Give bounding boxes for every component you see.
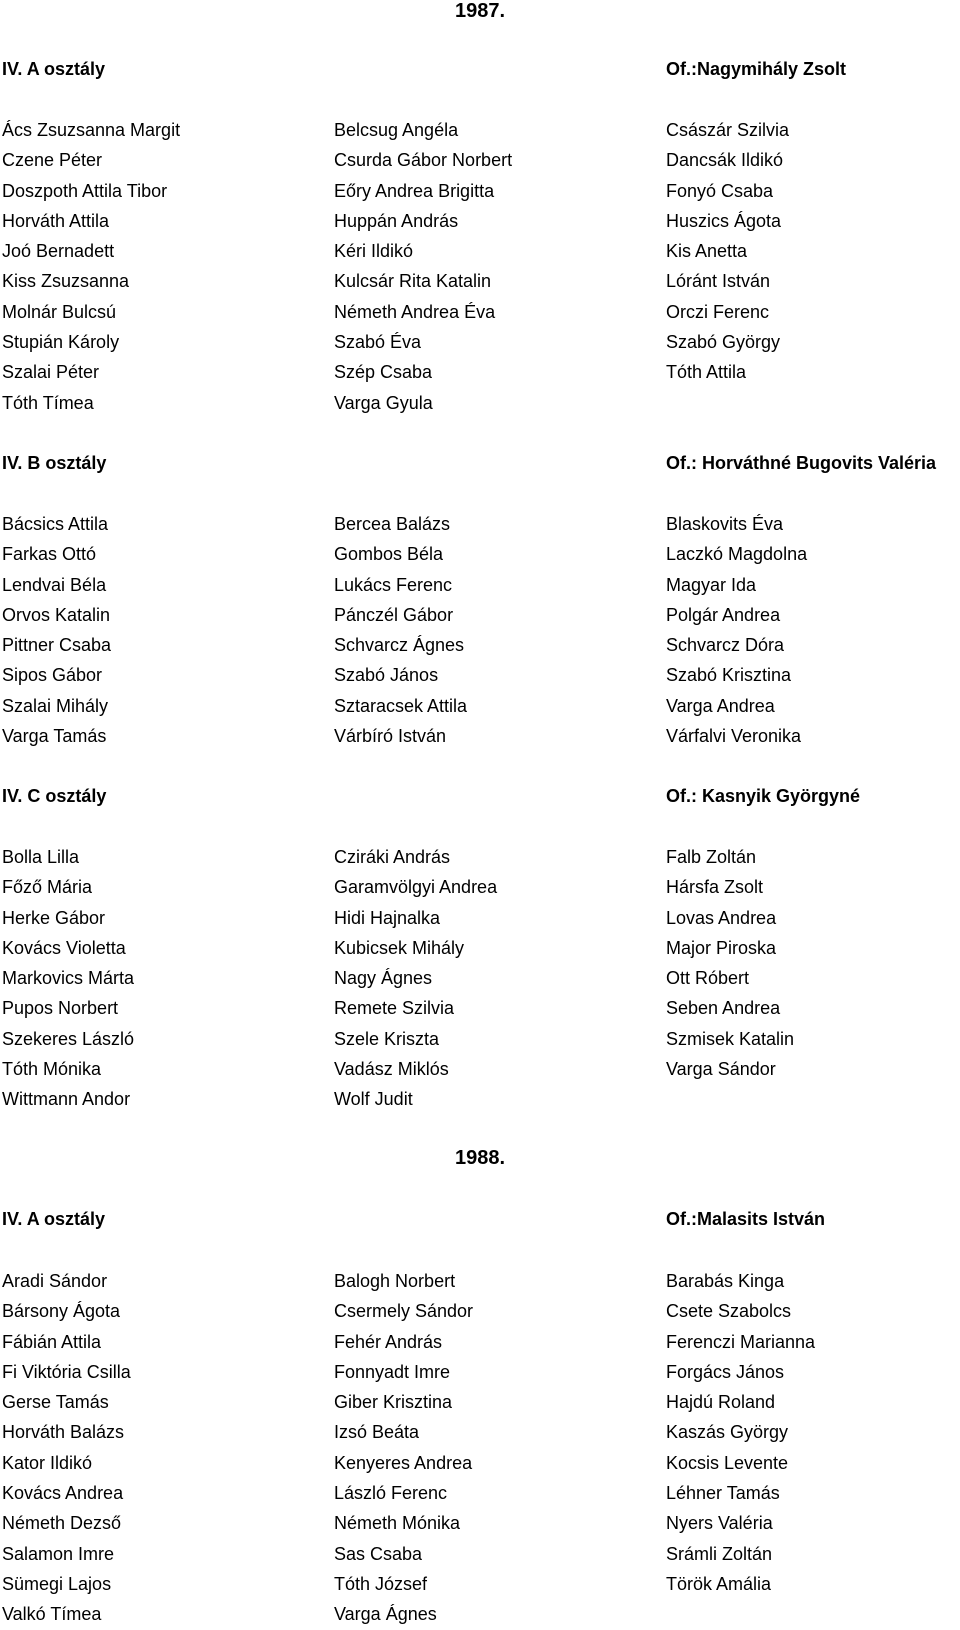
student-name: Belcsug Angéla <box>334 120 459 140</box>
name-column <box>2 842 332 1115</box>
student-name: Gerse Tamás <box>2 1392 109 1413</box>
student-name: Kocsis Levente <box>666 1452 789 1473</box>
student-name: Huszics Ágota <box>666 210 782 231</box>
student-name: Varga Sándor <box>666 1059 776 1080</box>
student-name: Szalai Péter <box>2 362 100 383</box>
name-column <box>2 1266 332 1630</box>
student-name: Tóth Mónika <box>2 1059 102 1080</box>
student-name: Hajdú Roland <box>666 1392 776 1413</box>
student-name: Bercea Balázs <box>334 514 451 534</box>
student-name: Fábián Attila <box>2 1331 102 1352</box>
student-name: Kaszás György <box>666 1422 789 1443</box>
student-name: Schvarcz Ágnes <box>334 635 465 656</box>
student-name: Seben Andrea <box>666 998 781 1019</box>
student-name: Szabó János <box>334 665 439 686</box>
student-name: Falb Zoltán <box>666 847 757 867</box>
class-label: IV. C osztály <box>2 786 107 806</box>
name-column <box>666 842 960 1084</box>
student-name: Varga Gyula <box>334 392 433 413</box>
student-name: Bársony Ágota <box>2 1301 121 1322</box>
student-name: Polgár Andrea <box>666 604 781 625</box>
student-name: Valkó Tímea <box>2 1604 102 1625</box>
name-column <box>2 115 332 418</box>
student-name: Varga Ágnes <box>334 1604 437 1625</box>
student-name: Forgács János <box>666 1361 785 1382</box>
student-name: Vadász Miklós <box>334 1059 449 1080</box>
student-name: Császár Szilvia <box>666 120 790 140</box>
student-name: Kovács Andrea <box>2 1483 124 1504</box>
student-name: Pittner Csaba <box>2 635 112 656</box>
student-name: Varga Tamás <box>2 726 107 747</box>
student-name: Orczi Ferenc <box>666 301 770 322</box>
name-column <box>2 509 332 751</box>
student-name: Németh Dezső <box>2 1513 122 1534</box>
student-name: Szabó György <box>666 332 781 353</box>
student-name: Várfalvi Veronika <box>666 726 802 747</box>
student-name: Srámli Zoltán <box>666 1543 773 1564</box>
student-name: Schvarcz Dóra <box>666 635 785 656</box>
student-name: Szalai Mihály <box>2 695 109 716</box>
student-name: Dancsák Ildikó <box>666 150 784 171</box>
student-name: Főző Mária <box>2 877 93 898</box>
student-name: Czene Péter <box>2 150 103 171</box>
student-name: Tóth Tímea <box>2 392 94 413</box>
student-name: Izsó Beáta <box>334 1422 420 1443</box>
student-name: Gombos Béla <box>334 544 444 565</box>
student-name: Eőry Andrea Brigitta <box>334 180 495 201</box>
student-name: Farkas Ottó <box>2 544 97 565</box>
student-name: Török Amália <box>666 1573 772 1594</box>
student-name: Hidi Hajnalka <box>334 907 441 928</box>
student-name: Sztaracsek Attila <box>334 695 468 716</box>
student-name: Kulcsár Rita Katalin <box>334 271 492 292</box>
student-name: Németh Andrea Éva <box>334 301 496 322</box>
student-name: Joó Bernadett <box>2 241 115 262</box>
class-label: IV. A osztály <box>2 59 106 79</box>
student-name: László Ferenc <box>334 1483 448 1504</box>
name-column <box>666 1266 960 1599</box>
student-name: Fi Viktória Csilla <box>2 1361 131 1382</box>
student-name: Blaskovits Éva <box>666 514 784 534</box>
student-name: Lukács Ferenc <box>334 574 453 595</box>
student-name: Szabó Éva <box>334 332 422 353</box>
student-name: Ferenczi Marianna <box>666 1331 816 1352</box>
student-name: Markovics Márta <box>2 968 135 989</box>
class-label: IV. A osztály <box>2 1209 106 1229</box>
student-name: Tóth József <box>334 1573 428 1594</box>
student-name: Bácsics Attila <box>2 514 109 534</box>
student-name: Remete Szilvia <box>334 998 455 1019</box>
student-name: Csete Szabolcs <box>666 1301 792 1322</box>
name-column <box>334 115 664 418</box>
student-name: Pupos Norbert <box>2 998 119 1019</box>
student-name: Tóth Attila <box>666 362 747 383</box>
student-name: Fehér András <box>334 1331 443 1352</box>
student-name: Wittmann Andor <box>2 1089 131 1110</box>
student-name: Léhner Tamás <box>666 1483 780 1504</box>
student-name: Major Piroska <box>666 937 777 958</box>
student-name: Németh Mónika <box>334 1513 461 1534</box>
name-column <box>334 842 664 1115</box>
class-teacher: Of.:Malasits István <box>666 1209 826 1229</box>
student-name: Wolf Judit <box>334 1089 413 1110</box>
student-name: Kenyeres Andrea <box>334 1452 473 1473</box>
student-name: Szmisek Katalin <box>666 1028 795 1049</box>
student-name: Szekeres László <box>2 1028 135 1049</box>
year-heading-1988: 1988. <box>454 1147 506 1169</box>
student-name: Kubicsek Mihály <box>334 937 465 958</box>
student-name: Lóránt István <box>666 271 771 292</box>
student-name: Barabás Kinga <box>666 1271 785 1291</box>
student-name: Nyers Valéria <box>666 1513 773 1534</box>
student-name: Laczkó Magdolna <box>666 544 808 565</box>
student-name: Kiss Zsuzsanna <box>2 271 130 292</box>
student-name: Pánczél Gábor <box>334 604 454 625</box>
student-name: Ott Róbert <box>666 968 750 989</box>
name-column <box>334 1266 664 1630</box>
student-name: Cziráki András <box>334 847 451 867</box>
student-name: Szele Kriszta <box>334 1028 440 1049</box>
student-name: Fonnyadt Imre <box>334 1361 451 1382</box>
student-name: Nagy Ágnes <box>334 968 433 989</box>
student-name: Csurda Gábor Norbert <box>334 150 513 171</box>
student-name: Horváth Attila <box>2 210 110 231</box>
student-name: Huppán András <box>334 210 459 231</box>
class-teacher: Of.: Kasnyik Györgyné <box>666 786 861 806</box>
student-name: Stupián Károly <box>2 332 120 353</box>
student-name: Hársfa Zsolt <box>666 877 764 898</box>
student-name: Szép Csaba <box>334 362 433 383</box>
student-name: Herke Gábor <box>2 907 106 928</box>
student-name: Fonyó Csaba <box>666 180 774 201</box>
student-name: Kéri Ildikó <box>334 241 414 262</box>
name-column <box>666 115 960 388</box>
student-name: Magyar Ida <box>666 574 757 595</box>
name-column <box>666 509 960 751</box>
name-column <box>334 509 664 751</box>
student-name: Doszpoth Attila Tibor <box>2 180 168 201</box>
class-teacher: Of.: Horváthné Bugovits Valéria <box>666 453 937 473</box>
student-name: Aradi Sándor <box>2 1271 108 1291</box>
student-name: Kator Ildikó <box>2 1452 93 1473</box>
student-name: Kovács Violetta <box>2 937 126 958</box>
student-name: Szabó Krisztina <box>666 665 792 686</box>
student-name: Orvos Katalin <box>2 604 111 625</box>
student-name: Garamvölgyi Andrea <box>334 877 498 898</box>
year-heading-1987: 1987. <box>454 0 506 22</box>
student-name: Ács Zsuzsanna Margit <box>2 120 181 140</box>
student-name: Molnár Bulcsú <box>2 301 117 322</box>
student-name: Bolla Lilla <box>2 847 80 867</box>
student-name: Giber Krisztina <box>334 1392 453 1413</box>
student-name: Kis Anetta <box>666 241 748 262</box>
student-name: Sipos Gábor <box>2 665 103 686</box>
student-name: Sümegi Lajos <box>2 1573 112 1594</box>
student-name: Sas Csaba <box>334 1543 423 1564</box>
student-name: Balogh Norbert <box>334 1271 456 1291</box>
student-name: Lendvai Béla <box>2 574 107 595</box>
student-name: Horváth Balázs <box>2 1422 125 1443</box>
student-name: Csermely Sándor <box>334 1301 474 1322</box>
class-teacher: Of.:Nagymihály Zsolt <box>666 59 847 79</box>
student-name: Lovas Andrea <box>666 907 777 928</box>
student-name: Varga Andrea <box>666 695 775 716</box>
student-name: Várbíró István <box>334 726 447 747</box>
class-label: IV. B osztály <box>2 453 107 473</box>
student-name: Salamon Imre <box>2 1543 115 1564</box>
